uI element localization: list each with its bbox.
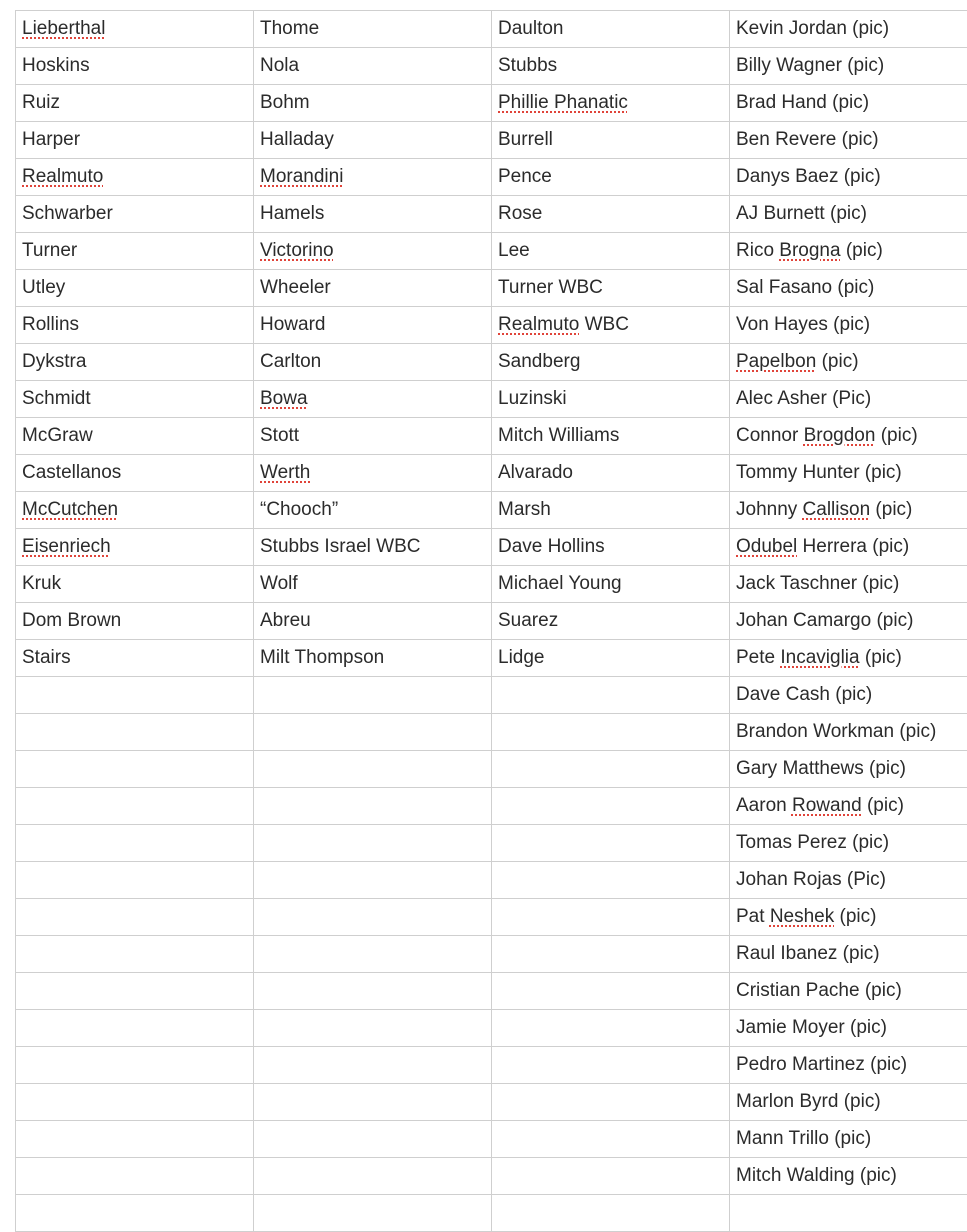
cell-text: Howard	[260, 314, 325, 335]
cell-text: Brandon Workman (pic)	[736, 721, 936, 742]
table-cell[interactable]	[16, 1195, 254, 1232]
table-cell[interactable]	[254, 1047, 492, 1084]
cell-text: McGraw	[22, 425, 93, 446]
cell-text: (pic)	[875, 425, 917, 446]
table-cell[interactable]	[730, 270, 967, 307]
table-cell[interactable]	[492, 270, 730, 307]
table-cell[interactable]	[16, 307, 254, 344]
table-cell[interactable]	[16, 640, 254, 677]
cell-text: Mitch Walding (pic)	[736, 1165, 897, 1186]
cell-text: Bohm	[260, 92, 310, 113]
table-row	[16, 455, 967, 492]
spellcheck-flagged-word: Lieberthal	[22, 18, 105, 39]
cell-text: Dom Brown	[22, 610, 121, 631]
table-cell[interactable]	[254, 455, 492, 492]
table-cell[interactable]	[730, 899, 967, 936]
table-cell[interactable]	[730, 936, 967, 973]
table-cell[interactable]	[254, 159, 492, 196]
table-row	[16, 196, 967, 233]
table-cell[interactable]	[492, 640, 730, 677]
cell-text: (pic)	[862, 795, 904, 816]
table-cell[interactable]	[254, 1010, 492, 1047]
spellcheck-flagged-word: Brogna	[779, 240, 840, 261]
table-cell[interactable]	[492, 862, 730, 899]
table-cell[interactable]	[16, 1158, 254, 1195]
table-cell[interactable]	[730, 529, 967, 566]
table-row	[16, 899, 967, 936]
table-row	[16, 677, 967, 714]
table-cell[interactable]	[16, 862, 254, 899]
table-cell[interactable]	[254, 381, 492, 418]
table-cell[interactable]	[16, 936, 254, 973]
table-cell[interactable]	[254, 1158, 492, 1195]
table-row	[16, 159, 967, 196]
table-cell[interactable]	[16, 973, 254, 1010]
cell-text: Pat	[736, 906, 770, 927]
cell-text: Brad Hand (pic)	[736, 92, 869, 113]
cell-text: Dave Hollins	[498, 536, 605, 557]
cell-text: Pete	[736, 647, 780, 668]
table-cell[interactable]	[254, 418, 492, 455]
table-cell[interactable]	[492, 418, 730, 455]
table-row	[16, 1084, 967, 1121]
table-cell[interactable]	[16, 566, 254, 603]
cell-text: Mitch Williams	[498, 425, 619, 446]
table-row	[16, 344, 967, 381]
cell-text: Stubbs	[498, 55, 557, 76]
table-cell[interactable]	[730, 603, 967, 640]
cell-text: Tommy Hunter (pic)	[736, 462, 902, 483]
spellcheck-flagged-word: Realmuto	[22, 166, 103, 187]
cell-text: Burrell	[498, 129, 553, 150]
table-cell[interactable]	[730, 751, 967, 788]
spellcheck-flagged-word: Bowa	[260, 388, 308, 409]
spellcheck-flagged-word: Werth	[260, 462, 310, 483]
table-cell[interactable]	[16, 122, 254, 159]
cell-text: Raul Ibanez (pic)	[736, 943, 880, 964]
table-cell[interactable]	[16, 529, 254, 566]
spellcheck-flagged-word: Papelbon	[736, 351, 816, 372]
cell-text: Marlon Byrd (pic)	[736, 1091, 881, 1112]
table-row	[16, 307, 967, 344]
table-cell[interactable]	[492, 751, 730, 788]
cell-text: Johnny	[736, 499, 803, 520]
table-cell[interactable]	[16, 11, 254, 48]
cell-text: Turner	[22, 240, 77, 261]
table-cell[interactable]	[254, 899, 492, 936]
table-cell[interactable]	[254, 344, 492, 381]
cell-text: Schmidt	[22, 388, 91, 409]
table-cell[interactable]	[16, 788, 254, 825]
table-cell[interactable]	[16, 455, 254, 492]
table-row	[16, 936, 967, 973]
cell-text: Jamie Moyer (pic)	[736, 1017, 887, 1038]
table-cell[interactable]	[254, 677, 492, 714]
cell-text: Stott	[260, 425, 299, 446]
table-cell[interactable]	[492, 677, 730, 714]
table-cell[interactable]	[16, 899, 254, 936]
table-cell[interactable]	[254, 566, 492, 603]
table-cell[interactable]	[730, 418, 967, 455]
table-cell[interactable]	[16, 344, 254, 381]
table-row	[16, 418, 967, 455]
table-cell[interactable]	[16, 233, 254, 270]
cell-text: (pic)	[860, 647, 902, 668]
cell-text: (pic)	[870, 499, 912, 520]
table-cell[interactable]	[492, 1047, 730, 1084]
table-body	[16, 11, 967, 1232]
cell-text: Cristian Pache (pic)	[736, 980, 902, 1001]
cell-text: Von Hayes (pic)	[736, 314, 870, 335]
table-row	[16, 1010, 967, 1047]
cell-text: Rollins	[22, 314, 79, 335]
table-cell[interactable]	[492, 196, 730, 233]
table-cell[interactable]	[492, 825, 730, 862]
table-cell[interactable]	[16, 825, 254, 862]
table-row	[16, 566, 967, 603]
table-cell[interactable]	[730, 640, 967, 677]
table-cell[interactable]	[16, 159, 254, 196]
cell-text: Gary Matthews (pic)	[736, 758, 906, 779]
table-cell[interactable]	[492, 492, 730, 529]
table-row	[16, 11, 967, 48]
cell-text: Stairs	[22, 647, 71, 668]
table-cell[interactable]	[730, 344, 967, 381]
table-row	[16, 640, 967, 677]
table-cell[interactable]	[254, 640, 492, 677]
cell-text: Billy Wagner (pic)	[736, 55, 884, 76]
table-row	[16, 270, 967, 307]
cell-text: Lidge	[498, 647, 545, 668]
table-cell[interactable]	[16, 751, 254, 788]
cell-text: Hamels	[260, 203, 324, 224]
table-cell[interactable]	[492, 1158, 730, 1195]
table-cell[interactable]	[16, 85, 254, 122]
table-row	[16, 1195, 967, 1232]
table-cell[interactable]	[730, 825, 967, 862]
cell-text: Ruiz	[22, 92, 60, 113]
table-cell[interactable]	[492, 1195, 730, 1232]
cell-text: (pic)	[841, 240, 883, 261]
table-cell[interactable]	[730, 11, 967, 48]
cell-text: Alec Asher (Pic)	[736, 388, 871, 409]
table-cell[interactable]	[254, 11, 492, 48]
cell-text: Rico	[736, 240, 779, 261]
table-row	[16, 973, 967, 1010]
table-cell[interactable]	[730, 1121, 967, 1158]
table-row	[16, 233, 967, 270]
cell-text: Abreu	[260, 610, 311, 631]
table-row	[16, 1121, 967, 1158]
table-row	[16, 122, 967, 159]
cell-text: Hoskins	[22, 55, 90, 76]
table-cell[interactable]	[254, 603, 492, 640]
cell-text: Suarez	[498, 610, 558, 631]
cell-text: Connor	[736, 425, 804, 446]
cell-text: Tomas Perez (pic)	[736, 832, 889, 853]
table-row	[16, 85, 967, 122]
cell-text: Alvarado	[498, 462, 573, 483]
table-row	[16, 603, 967, 640]
table-cell[interactable]	[492, 455, 730, 492]
table-cell[interactable]	[730, 1195, 967, 1232]
table-cell[interactable]	[492, 529, 730, 566]
table-row	[16, 862, 967, 899]
spellcheck-flagged-word: Incaviglia	[780, 647, 859, 668]
cell-text: (pic)	[816, 351, 858, 372]
table-cell[interactable]	[254, 936, 492, 973]
table-cell[interactable]	[730, 159, 967, 196]
table-cell[interactable]	[492, 714, 730, 751]
cell-text: Turner WBC	[498, 277, 603, 298]
table-cell[interactable]	[254, 270, 492, 307]
cell-text: Stubbs Israel WBC	[260, 536, 421, 557]
names-table	[15, 10, 967, 1232]
cell-text: Milt Thompson	[260, 647, 384, 668]
cell-text: Mann Trillo (pic)	[736, 1128, 871, 1149]
table-cell[interactable]	[16, 492, 254, 529]
table-cell[interactable]	[16, 418, 254, 455]
cell-text: Rose	[498, 203, 542, 224]
table-cell[interactable]	[16, 1047, 254, 1084]
spellcheck-flagged-word: Brogdon	[804, 425, 876, 446]
table-cell[interactable]	[492, 381, 730, 418]
cell-text: (pic)	[834, 906, 876, 927]
table-cell[interactable]	[730, 492, 967, 529]
table-cell[interactable]	[492, 1010, 730, 1047]
table-cell[interactable]	[492, 159, 730, 196]
table-cell[interactable]	[254, 714, 492, 751]
table-cell[interactable]	[16, 1084, 254, 1121]
table-cell[interactable]	[492, 899, 730, 936]
table-cell[interactable]	[492, 566, 730, 603]
table-cell[interactable]	[730, 1047, 967, 1084]
table-cell[interactable]	[730, 788, 967, 825]
table-row	[16, 529, 967, 566]
table-cell[interactable]	[492, 936, 730, 973]
spellcheck-flagged-word: Odubel	[736, 536, 797, 557]
cell-text: Dave Cash (pic)	[736, 684, 872, 705]
table-row	[16, 751, 967, 788]
table-cell[interactable]	[254, 862, 492, 899]
spellcheck-flagged-word: Callison	[803, 499, 871, 520]
table-cell[interactable]	[254, 973, 492, 1010]
table-row	[16, 825, 967, 862]
spellcheck-flagged-word: Neshek	[770, 906, 834, 927]
spellcheck-flagged-word: Morandini	[260, 166, 343, 187]
table-cell[interactable]	[730, 714, 967, 751]
table-row	[16, 48, 967, 85]
cell-text: Pence	[498, 166, 552, 187]
spellcheck-flagged-word: McCutchen	[22, 499, 118, 520]
table-cell[interactable]	[730, 85, 967, 122]
table-cell[interactable]	[730, 233, 967, 270]
table-cell[interactable]	[492, 122, 730, 159]
table-cell[interactable]	[730, 677, 967, 714]
cell-text: Johan Camargo (pic)	[736, 610, 913, 631]
table-cell[interactable]	[730, 1010, 967, 1047]
table-cell[interactable]	[730, 196, 967, 233]
cell-text: Michael Young	[498, 573, 622, 594]
cell-text: Wheeler	[260, 277, 331, 298]
table-row	[16, 381, 967, 418]
table-cell[interactable]	[730, 973, 967, 1010]
spellcheck-flagged-word: Phillie Phanatic	[498, 92, 628, 113]
cell-text: Danys Baez (pic)	[736, 166, 881, 187]
table-cell[interactable]	[492, 48, 730, 85]
cell-text: Harper	[22, 129, 80, 150]
table-cell[interactable]	[254, 825, 492, 862]
table-cell[interactable]	[16, 677, 254, 714]
cell-text: “Chooch”	[260, 499, 338, 520]
table-cell[interactable]	[254, 233, 492, 270]
table-row	[16, 1158, 967, 1195]
table-cell[interactable]	[730, 122, 967, 159]
cell-text: Marsh	[498, 499, 551, 520]
table-cell[interactable]	[730, 862, 967, 899]
cell-text: Sandberg	[498, 351, 580, 372]
table-row	[16, 492, 967, 529]
table-cell[interactable]	[730, 1084, 967, 1121]
cell-text: Sal Fasano (pic)	[736, 277, 874, 298]
cell-text: Daulton	[498, 18, 564, 39]
cell-text: Jack Taschner (pic)	[736, 573, 899, 594]
table-cell[interactable]	[254, 1084, 492, 1121]
table-container	[15, 10, 967, 1232]
table-row	[16, 788, 967, 825]
table-cell[interactable]	[492, 233, 730, 270]
spellcheck-flagged-word: Realmuto	[498, 314, 579, 335]
cell-text: Dykstra	[22, 351, 86, 372]
cell-text: AJ Burnett (pic)	[736, 203, 867, 224]
table-cell[interactable]	[730, 1158, 967, 1195]
table-cell[interactable]	[16, 603, 254, 640]
table-cell[interactable]	[730, 455, 967, 492]
table-cell[interactable]	[16, 196, 254, 233]
table-cell[interactable]	[730, 566, 967, 603]
cell-text: Lee	[498, 240, 530, 261]
table-cell[interactable]	[492, 307, 730, 344]
table-cell[interactable]	[492, 973, 730, 1010]
table-cell[interactable]	[492, 85, 730, 122]
table-cell[interactable]	[16, 48, 254, 85]
table-cell[interactable]	[16, 270, 254, 307]
cell-text: Wolf	[260, 573, 298, 594]
table-cell[interactable]	[254, 122, 492, 159]
table-cell[interactable]	[254, 788, 492, 825]
table-cell[interactable]	[254, 85, 492, 122]
cell-text: WBC	[579, 314, 629, 335]
table-cell[interactable]	[16, 381, 254, 418]
cell-text: Halladay	[260, 129, 334, 150]
cell-text: Thome	[260, 18, 319, 39]
cell-text: Castellanos	[22, 462, 121, 483]
table-cell[interactable]	[254, 529, 492, 566]
table-cell[interactable]	[730, 307, 967, 344]
cell-text: Johan Rojas (Pic)	[736, 869, 886, 890]
cell-text: Kruk	[22, 573, 61, 594]
table-cell[interactable]	[492, 1084, 730, 1121]
table-cell[interactable]	[254, 1121, 492, 1158]
table-cell[interactable]	[730, 48, 967, 85]
cell-text: Herrera (pic)	[797, 536, 909, 557]
table-cell[interactable]	[492, 1121, 730, 1158]
table-cell[interactable]	[492, 788, 730, 825]
table-row	[16, 1047, 967, 1084]
table-cell[interactable]	[16, 1010, 254, 1047]
cell-text: Luzinski	[498, 388, 567, 409]
table-cell[interactable]	[254, 1195, 492, 1232]
cell-text: Carlton	[260, 351, 321, 372]
table-cell[interactable]	[492, 603, 730, 640]
table-cell[interactable]	[254, 751, 492, 788]
table-cell[interactable]	[492, 11, 730, 48]
cell-text: Ben Revere (pic)	[736, 129, 879, 150]
cell-text: Nola	[260, 55, 299, 76]
spellcheck-flagged-word: Rowand	[792, 795, 862, 816]
table-cell[interactable]	[254, 492, 492, 529]
spellcheck-flagged-word: Eisenriech	[22, 536, 111, 557]
table-cell[interactable]	[254, 307, 492, 344]
cell-text: Pedro Martinez (pic)	[736, 1054, 907, 1075]
table-cell[interactable]	[492, 344, 730, 381]
table-cell[interactable]	[16, 1121, 254, 1158]
cell-text: Kevin Jordan (pic)	[736, 18, 889, 39]
cell-text: Schwarber	[22, 203, 113, 224]
table-cell[interactable]	[16, 714, 254, 751]
cell-text: Utley	[22, 277, 65, 298]
cell-text: Aaron	[736, 795, 792, 816]
table-row	[16, 714, 967, 751]
table-cell[interactable]	[730, 381, 967, 418]
spellcheck-flagged-word: Victorino	[260, 240, 334, 261]
table-cell[interactable]	[254, 196, 492, 233]
table-cell[interactable]	[254, 48, 492, 85]
